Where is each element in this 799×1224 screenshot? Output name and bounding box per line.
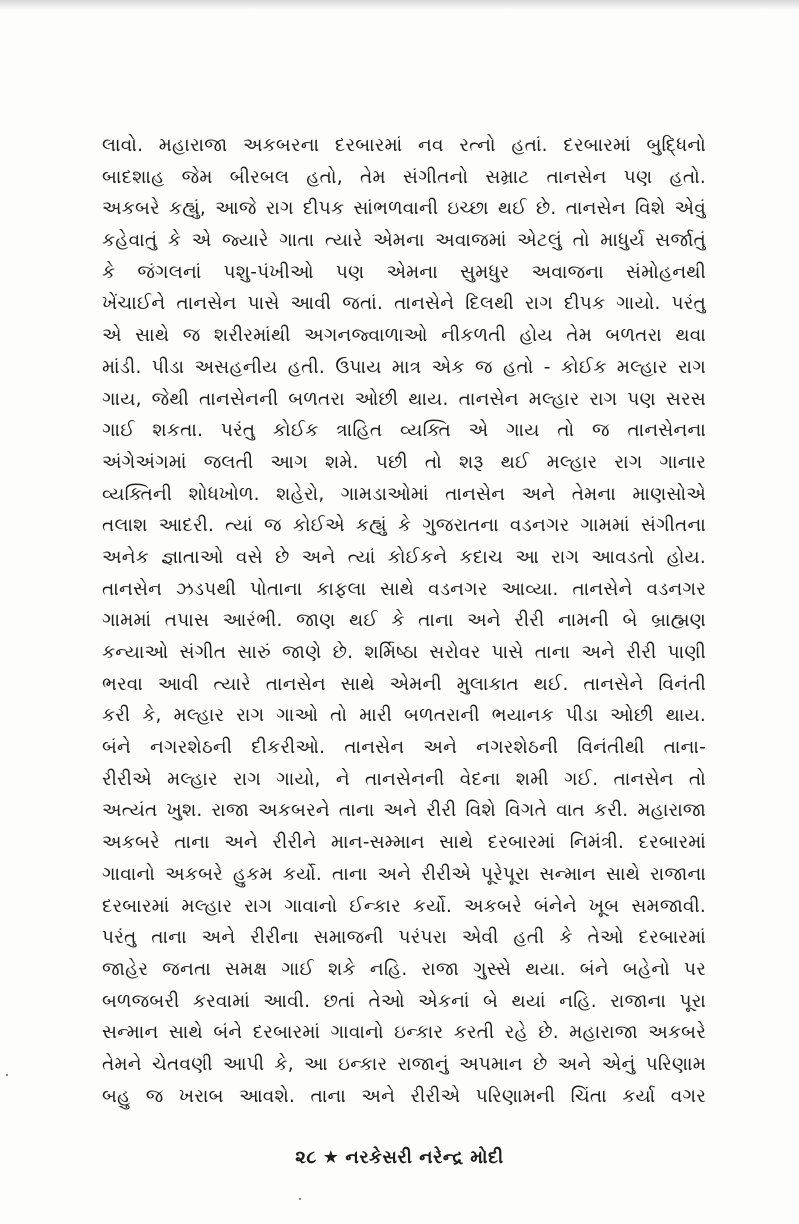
text-line: જાહેર જનતા સમક્ષ ગાઈ શકે નહિ. રાજા ગુસ્સે થયા. બંને બહેનો પર — [102, 958, 706, 980]
text-line: લાવો. મહારાજા અકબરના દરબારમાં નવ રત્નો હતાં. દરબારમાં બુદ્ધિનો — [102, 135, 706, 156]
text-line: ગાય, જેથી તાનસેનની બળતરા ઓછી થાય. તાનસેન મલ્હાર રાગ પણ સરસ — [102, 388, 706, 410]
text-line: દરબારમાં મલ્હાર રાગ ગાવાનો ઈન્કાર કર્યો. અકબરે બંનેને ખૂબ સમજાવી. — [102, 895, 706, 917]
text-line: ખેંચાઈને તાનસેન પાસે આવી જતાં. તાનસેને દિલથી રાગ દીપક ગાયો. પરંતુ — [102, 293, 706, 315]
text-line: ગાવાનો અકબરે હુકમ કર્યો. તાના અને રીરીએ પૂરેપૂરા સન્માન સાથે રાજાના — [102, 863, 706, 885]
book-title: નરકેસરી નરેન્દ્ર મોદી — [345, 1147, 504, 1168]
text-line: અત્યંત ખુશ. રાજા અકબરને તાના અને રીરી વિશે વિગતે વાત કરી. મહારાજા — [102, 800, 706, 822]
text-line: ભરવા આવી ત્યારે તાનસેન સાથે એમની મુલાકાત થઈ. તાનસેને વિનંતી — [102, 673, 706, 695]
text-line: બળજબરી કરવામાં આવી. છતાં તેઓ એકનાં બે થયાં નહિ. રાજાના પૂરા — [102, 990, 706, 1012]
page-footer — [0, 1147, 799, 1168]
text-line: તાનસેન ઝડપથી પોતાના કાફલા સાથે વડનગર આવ્યા. તાનસેને વડનગર — [102, 578, 706, 600]
text-line: બહુ જ ખરાબ આવશે. તાના અને રીરીએ પરિણામની ચિંતા કર્યા વગર — [102, 1085, 706, 1107]
page-number: ૨૮ — [295, 1147, 317, 1168]
body-text — [102, 130, 706, 1112]
text-line: કન્યાઓ સંગીત સારું જાણે છે. શર્મિષ્ઠા સરોવર પાસે તાના અને રીરી પાણી — [102, 642, 706, 663]
text-line: બંને નગરશેઠની દીકરીઓ. તાનસેન અને નગરશેઠની વિનંતીથી તાના- — [102, 737, 706, 759]
text-line: અકબરે તાના અને રીરીને માન-સમ્માન સાથે દરબારમાં નિમંત્રી. દરબારમાં — [102, 832, 706, 854]
scan-speck — [6, 1074, 8, 1076]
text-line: કે જંગલનાં પશુ-પંખીઓ પણ એમના સુમધુર અવાજના સંમોહનથી — [102, 261, 706, 283]
scan-speck — [299, 1198, 301, 1200]
text-line: વ્યક્તિની શોધખોળ. શહેરો, ગામડાઓમાં તાનસેન અને તેમના માણસોએ — [102, 483, 706, 505]
text-line: તલાશ આદરી. ત્યાં જ કોઈએ કહ્યું કે ગુજરાતના વડનગર ગામમાં સંગીતના — [102, 515, 706, 537]
text-line: અંગેઅંગમાં જલતી આગ શમે. પછી તો શરૂ થઈ મલ્હાર રાગ ગાનાર — [102, 451, 706, 473]
text-line: ગામમાં તપાસ આરંભી. જાણ થઈ કે તાના અને રીરી નામની બે બ્રાહ્મણ — [102, 610, 706, 632]
text-line: અનેક જ્ઞાતાઓ વસે છે અને ત્યાં કોઈકને કદાચ આ રાગ આવડતો હોય. — [102, 546, 706, 568]
text-line: રીરીએ મલ્હાર રાગ ગાયો, ને તાનસેનની વેદના શમી ગઈ. તાનસેન તો — [102, 768, 706, 790]
text-line: અકબરે કહ્યું, આજે રાગ દીપક સાંભળવાની ઇચ્છા થઈ છે. તાનસેન વિશે એવું — [102, 198, 706, 220]
text-line: પરંતુ તાના અને રીરીના સમાજની પરંપરા એવી હતી કે તેઓ દરબારમાં — [102, 927, 706, 949]
text-line: તેમને ચેતવણી આપી કે, આ ઇન્કાર રાજાનું અપમાન છે અને એનું પરિણામ — [102, 1053, 706, 1075]
text-line: કહેવાતું કે એ જ્યારે ગાતા ત્યારે એમના અવાજમાં એટલું તો માધુર્ય સર્જાતું — [102, 230, 706, 252]
text-line: બાદશાહ જેમ બીરબલ હતો, તેમ સંગીતનો સમ્રાટ તાનસેન પણ હતો. — [102, 166, 706, 188]
page-top-edge — [0, 0, 799, 10]
text-line: કરી કે, મલ્હાર રાગ ગાઓ તો મારી બળતરાની ભયાનક પીડા ઓછી થાય. — [102, 705, 706, 727]
text-line: સન્માન સાથે બંને દરબારમાં ગાવાનો ઇન્કાર કરતી રહે છે. મહારાજા અકબરે — [102, 1022, 706, 1044]
text-line: ગાઈ શકતા. પરંતુ કોઈક ત્રાહિત વ્યક્તિ એ ગાય તો જ તાનસેનના — [102, 420, 706, 442]
star-icon: ★ — [322, 1147, 340, 1168]
text-line: માંડી. પીડા અસહનીય હતી. ઉપાય માત્ર એક જ હતો - કોઈક મલ્હાર રાગ — [102, 356, 706, 378]
text-line: એ સાથે જ શરીરમાંથી અગનજ્વાળાઓ નીકળતી હોય તેમ બળતરા થવા — [102, 325, 706, 347]
